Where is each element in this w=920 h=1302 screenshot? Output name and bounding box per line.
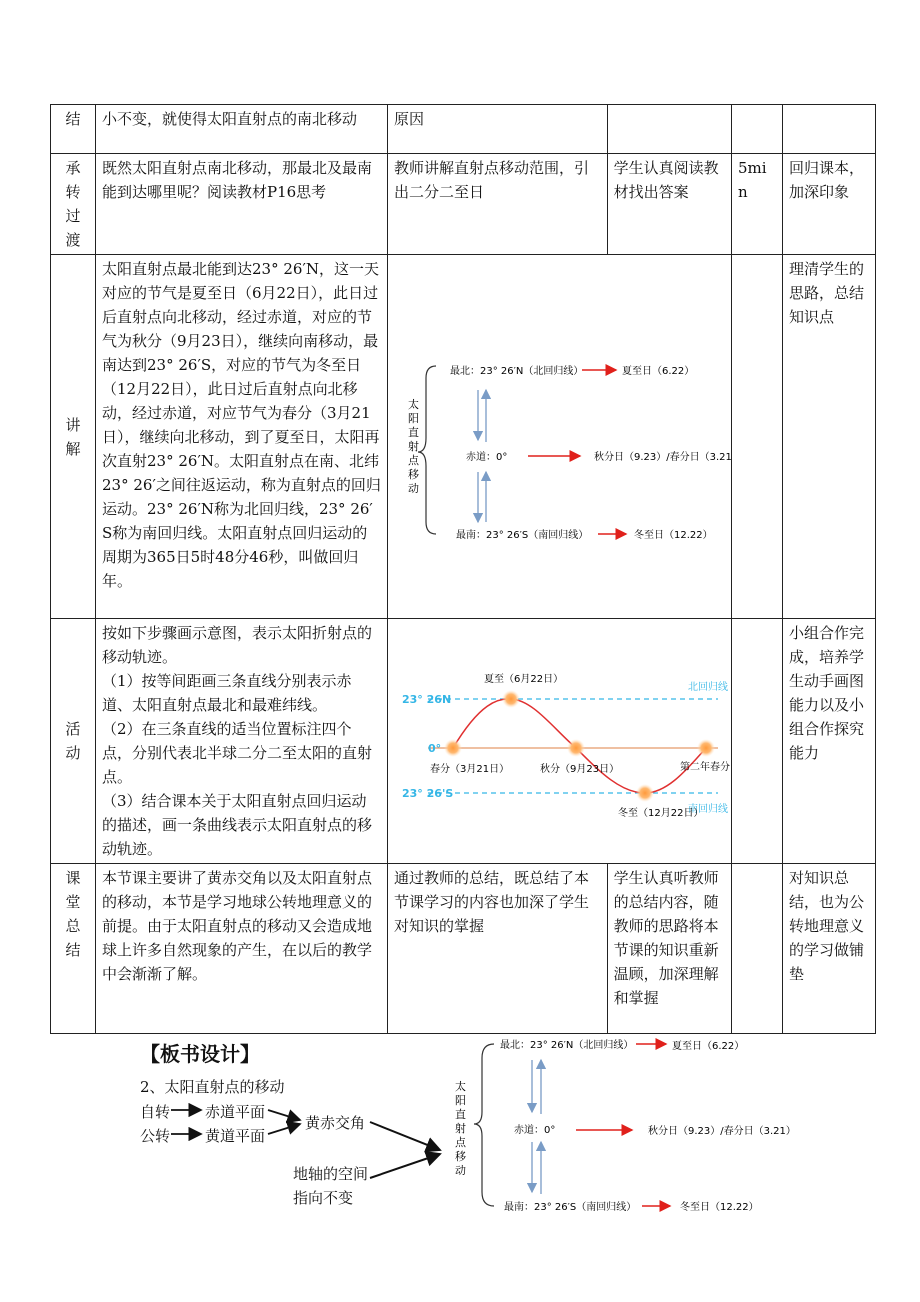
teacher-cell: 原因 (388, 105, 608, 154)
arrow-eq-plane (268, 1110, 300, 1120)
board-south-label: 最南：23° 26′S（南回归线） (504, 1202, 637, 1213)
spring-label: 春分（3月21日） (430, 763, 510, 775)
arrow-obliquity (370, 1122, 440, 1150)
intent-cell: 小组合作完成，培养学生动手画图能力以及小组合作探究能力 (783, 619, 876, 864)
svg-text:阳: 阳 (408, 412, 419, 425)
stage-label: 结 (51, 105, 96, 154)
next-spring-label: 第二年春分 (680, 761, 730, 773)
stage-label: 课 堂 总 结 (51, 864, 96, 1034)
content-cell: 太阳直射点最北能到达23° 26′N，这一天对应的节气是夏至日（6月22日），此日过后直射点向北移动，经过赤道，对应的节气为秋分（9月23日），继续向南移动，最南达到23° 26′S，对应的节气为冬至日（12月22日），此日过后直射点向北移动，经过赤道，对应节气为春分（3月21日），继续向北移动，到了夏至日，太阳再次直射23° 26′N。太阳直射点在南、北纬23° 26′之间往返运动，称为直射点的回归运动。23° 26′N称为北回归线，23° 26′S称为南回归线。太阳直射点回归运动的周期为365日5时48分46秒，叫做回归年。 (96, 255, 388, 619)
board-equator-plane: 赤道平面 (205, 1103, 266, 1121)
table-row (51, 154, 876, 255)
time-cell (732, 105, 783, 154)
diagram-cell (388, 255, 732, 619)
subsolar-sine-chart (388, 648, 731, 828)
lat-south: 23° 26'S (402, 786, 454, 800)
board-north-day: 夏至日（6.22） (672, 1041, 745, 1052)
board-equator-day: 秋分日（9.23）/春分日（3.21） (648, 1126, 796, 1137)
arrow-axis (370, 1154, 440, 1178)
sun-next-spring (697, 739, 715, 757)
sun-winter (636, 784, 654, 802)
subsolar-diagram (388, 308, 731, 558)
svg-text:点: 点 (455, 1136, 466, 1149)
board-revolution: 公转 (140, 1127, 171, 1145)
svg-text:点: 点 (408, 454, 419, 467)
content-cell: 按如下步骤画示意图，表示太阳折射点的移动轨迹。 （1）按等间距画三条直线分别表示赤道、太阳直射点最北和最难纬线。 （2）在三条直线的适当位置标注四个点，分别代表北半球二分二至太阳的直射点。 （3）结合课本关于太阳直射点回归运动的描述，画一条曲线表示太阳直射点的移动轨迹。 (96, 619, 388, 864)
board-side-label (455, 1079, 467, 1177)
table-row (51, 864, 876, 1034)
svg-text:移: 移 (408, 468, 419, 481)
summer-label: 夏至（6月22日） (484, 673, 564, 685)
time-cell: 5min (732, 154, 783, 255)
diagram-side-label (408, 397, 420, 495)
svg-text:动: 动 (455, 1164, 466, 1177)
table-row (51, 105, 876, 154)
svg-text:动: 动 (408, 482, 419, 495)
autumn-label: 秋分（9月23日） (540, 763, 620, 775)
svg-text:直: 直 (408, 426, 419, 439)
board-north-label: 最北：23° 26′N（北回归线） (500, 1040, 634, 1051)
arrow-ecl-plane (268, 1124, 300, 1134)
lesson-plan-table (50, 104, 876, 1034)
board-arrows (0, 1030, 920, 1230)
board-obliquity: 黄赤交角 (305, 1114, 366, 1132)
board-title: 【板书设计】 (140, 1042, 260, 1066)
board-ecliptic-plane: 黄道平面 (205, 1127, 266, 1145)
svg-text:太: 太 (408, 398, 419, 411)
winter-label: 冬至（12月22日） (618, 807, 704, 819)
board-axis-2: 指向不变 (293, 1189, 354, 1207)
board-subtitle: 2、太阳直射点的移动 (140, 1078, 285, 1096)
stage-label: 活 动 (51, 619, 96, 864)
svg-text:射: 射 (455, 1122, 466, 1135)
sine-cell (388, 619, 732, 864)
svg-text:直: 直 (455, 1108, 466, 1121)
sun-autumn (567, 739, 585, 757)
table-row (51, 619, 876, 864)
sun-spring (444, 739, 462, 757)
svg-text:太: 太 (455, 1080, 466, 1093)
equator-day: 秋分日（9.23）/春分日（3.21） (594, 452, 731, 463)
content-cell: 小不变，就使得太阳直射点的南北移动 (96, 105, 388, 154)
stage-label: 讲 解 (51, 255, 96, 619)
lat-north: 23° 26N (402, 692, 452, 706)
intent-cell (783, 105, 876, 154)
sun-summer (502, 690, 520, 708)
intent-cell: 对知识总结，也为公转地理意义的学习做铺垫 (783, 864, 876, 1034)
student-cell: 学生认真听教师的总结内容，随教师的思路将本节课的知识重新温顾，加深理解和掌握 (607, 864, 731, 1034)
north-label: 最北：23° 26′N（北回归线） (450, 366, 584, 377)
teacher-cell: 通过教师的总结，既总结了本节课学习的内容也加深了学生对知识的掌握 (388, 864, 608, 1034)
brace (418, 366, 436, 534)
board-axis-1: 地轴的空间 (293, 1165, 369, 1183)
tropic-north-label: 北回归线 (688, 681, 728, 693)
stage-label: 承 转 过 渡 (51, 154, 96, 255)
south-label: 最南：23° 26′S（南回归线） (456, 530, 589, 541)
student-cell (607, 105, 731, 154)
content-cell: 既然太阳直射点南北移动，那最北及最南能到达哪里呢？阅读教材P16思考 (96, 154, 388, 255)
equator-label: 赤道：0° (466, 452, 508, 463)
intent-cell: 理清学生的思路，总结知识点 (783, 255, 876, 619)
south-day: 冬至日（12.22） (634, 530, 713, 541)
board-rotation: 自转 (140, 1103, 171, 1121)
svg-text:射: 射 (408, 440, 419, 453)
student-cell: 学生认真阅读教材找出答案 (607, 154, 731, 255)
svg-text:移: 移 (455, 1150, 466, 1163)
tropic-south-label: 南回归线 (688, 803, 728, 815)
svg-text:阳: 阳 (455, 1094, 466, 1107)
time-cell (732, 864, 783, 1034)
board-brace (474, 1044, 494, 1206)
intent-cell: 回归课本，加深印象 (783, 154, 876, 255)
content-cell: 本节课主要讲了黄赤交角以及太阳直射点的移动，本节是学习地球公转地理意义的前提。由于太阳直射点的移动又会造成地球上许多自然现象的产生，在以后的教学中会渐渐了解。 (96, 864, 388, 1034)
board-equator-label: 赤道：0° (514, 1125, 556, 1136)
north-day: 夏至日（6.22） (622, 366, 695, 377)
teacher-cell: 教师讲解直射点移动范围，引出二分二至日 (388, 154, 608, 255)
table-row (51, 255, 876, 619)
lat-zero: 0° (428, 741, 442, 755)
board-south-day: 冬至日（12.22） (680, 1202, 759, 1213)
